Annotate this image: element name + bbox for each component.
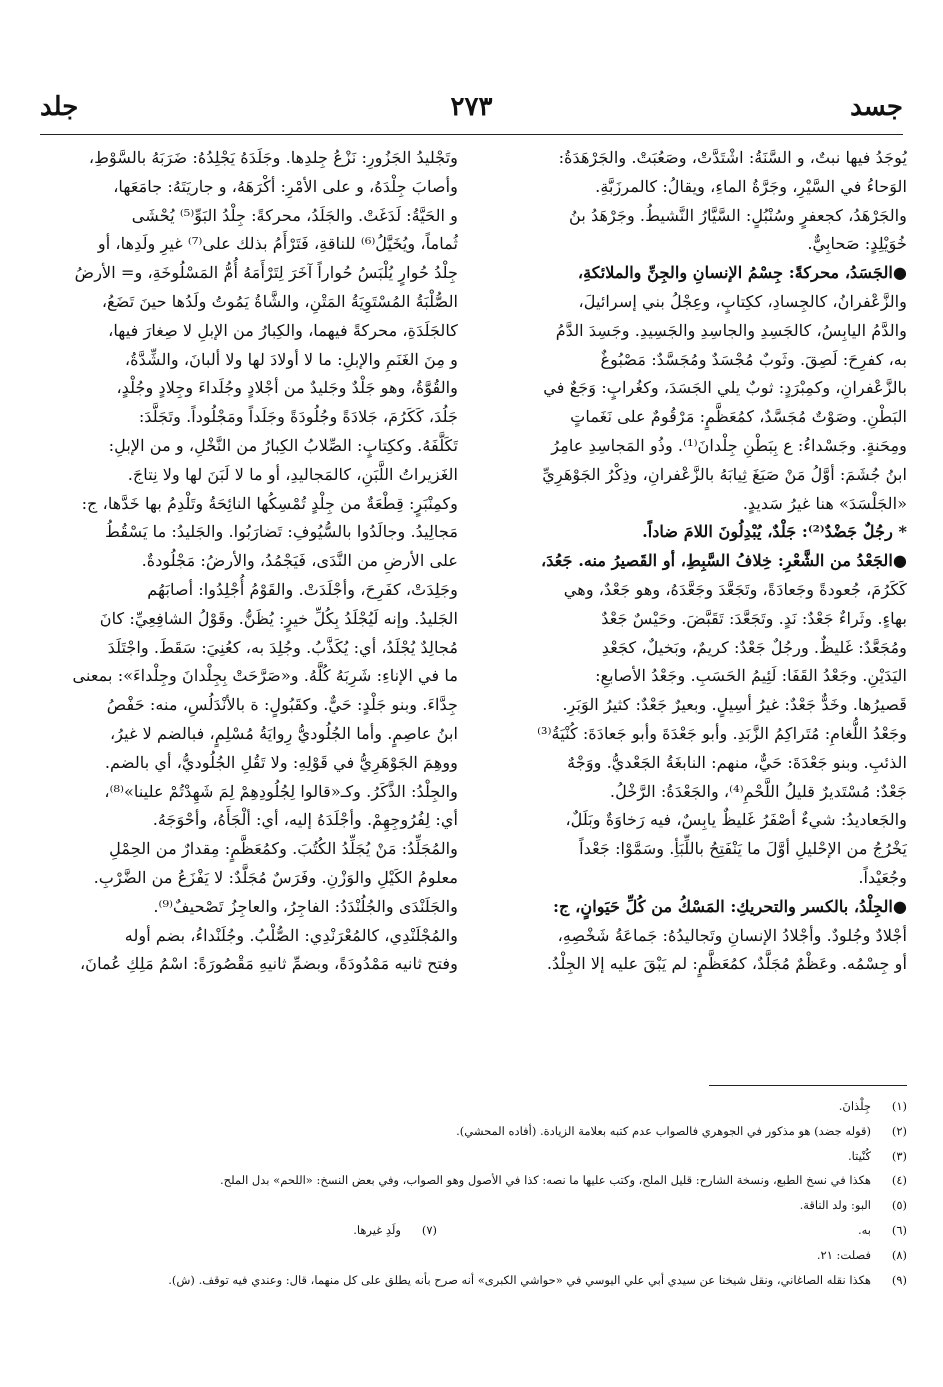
footnote <box>37 1218 907 1243</box>
footnote <box>37 1268 907 1293</box>
text-line: مُجالِدٌ يُجْلَدُ، أي: يُكَذَّبُ. وجُلِدَ به، كعُنِيَ: سَقَطَ. واجْتَلَدَ <box>107 637 458 657</box>
text-line: وجُعَيْداً. <box>858 867 907 887</box>
text-line: على الأرضِ من النَّدَى، فَيَجْمُدُ، والأرضُ: مَجْلُودةٌ. <box>141 551 458 571</box>
header-rule <box>40 134 903 135</box>
text-line: وجَلِدَتْ، كفَرِحَ، وأجْلَدَتْ. والقَوْمُ أُجْلِدُوا: أصابَهُم <box>147 579 458 599</box>
text-line: ثُماماً، ويُخَيَّلُ⁽⁶⁾ للناقةِ، فَتَرْأَمُ بذلك على⁽⁷⁾ غيرِ ولَدِها، أو <box>97 234 458 254</box>
text-line: وجَعْدُ اللُّغامِ: مُتَراكِمُ الزَّبَدِ. وأبو جَعْدَةَ وأبو جَعادَةَ: كُنْيَةُ⁽³⁾ <box>537 723 907 743</box>
text-line: ومِحَنةٍ. وجَسْداءُ: ع بِبَطْنِ جِلْدانَ⁽¹⁾. وذُو المَجاسِدِ عامِرُ <box>551 435 907 455</box>
text-line: ووهِمَ الجَوْهَرِيُّ في قَوْلِهِ: ولا تَقُلِ الجُلُوديُّ، أي بالضم. <box>104 752 458 772</box>
footnote-text: ولَدِ غيرها. <box>353 1222 401 1237</box>
text-line: الصُّلْبَةُ المُسْتَوِيَةُ المَتْنِ، والشَّاةُ يَمُوتُ ولَدُها حينَ تَضَعُ، <box>101 291 458 311</box>
text-line: وكمِنْبَرٍ: قِطْعَةٌ من جِلْدٍ تُمْسِكُها النائِحَةُ وتَلْدِمُ بها خَدَّها، ج: <box>81 493 458 513</box>
footnote-rule <box>709 1085 907 1086</box>
footnote-number: (٣) <box>891 1148 907 1163</box>
text-line: وأصابَ جِلْدَهُ، و على الأمْرِ: أكْرَهَهُ، و جاريَتَهُ: جامَعَها، <box>113 176 458 196</box>
text-line: قَصيرُها. وخَدٌّ جَعْدٌ: غيرُ أسِيلٍ. وبعيرٌ جَعْدٌ: كثيرُ الوَبَرِ. <box>562 695 907 715</box>
footnote <box>37 1193 907 1218</box>
footnote <box>37 1168 907 1193</box>
footnote-number: (١) <box>891 1099 907 1113</box>
text-line: الغَزيراتُ اللَّبَنِ، كالمَجاليدِ، أو ما لا لَبَنَ لها ولا نِتاجَ. <box>127 464 458 484</box>
footnote-text: جِلْذانَ. <box>838 1099 871 1113</box>
page-header <box>40 92 903 132</box>
text-line: ابنُ عاصِمٍ. وأما الجُلُوديُّ رِوايَةُ مُسْلِمٍ، فبالضم لا غيرُ، <box>110 723 458 743</box>
text-line: به، كفرِحَ: لَصِقَ. وثَوبٌ مُجْسَدٌ ومُجَسَّدٌ: مَصْبُوغٌ <box>600 349 907 369</box>
right-column <box>492 144 907 979</box>
text-line: ومُجَعَّدٌ: غَليظٌ. ورجُلٌ جَعْدٌ: كريمٌ، وبَخيلٌ، كجَعْدِ <box>601 637 907 657</box>
text-line: خُوَيْلِدٍ: صَحابِيٌّ. <box>807 234 907 254</box>
text-line: الجَليدُ. وإنه لَيُجْلَدُ بِكُلِّ خيرٍ: يُظَنُّ. وقَوْلُ الشافِعِيِّ: كانَ <box>99 608 458 628</box>
text-line: بالزَّعْفرانِ، وكمِبْرَدٍ: ثوبٌ يلي الجَسَدَ، وكغُرابٍ: وَجَعٌ في <box>543 378 907 398</box>
text-line: كَكَرُمَ، جُعودةً وجَعادَةً، وتَجَعَّدَ وجَعَّدَهُ، وهو جَعْدٌ، وهي <box>563 579 907 599</box>
text-line: و مِنَ الغَنَمِ والإبلِ: ما لا أولادَ لها ولا ألبانَ، والشِّدَّةُ، <box>124 349 458 369</box>
text-line: جَلُدَ، كَكَرُمَ، جَلادَةً وجُلُودَةً وجَلَداً ومَجْلُوداً. وتَجَلَّدَ: <box>138 407 458 427</box>
footnote-number: (٢) <box>891 1123 907 1138</box>
text-line: والزَّعْفرانُ، كالجِسادِ، ككِتابٍ، وعِجْلُ بني إسرائيلَ، <box>578 291 907 311</box>
text-line: معلومُ الكَيْلِ والوَزْنِ. وفَرَسٌ مُجَلَّدٌ: لا يَفْزَعُ من الضَّرْبِ. <box>93 867 458 887</box>
footnote-seven <box>353 1218 437 1243</box>
text-line: ما في الإناءِ: شَرِبَهُ كُلَّهُ. و«صَرَّحَتْ بِجِلْدانَ وجِلْداءَ»: بمعنى <box>72 666 458 686</box>
footnote <box>37 1243 907 1268</box>
footnote-number: (٧) <box>421 1222 437 1237</box>
text-line: أجْلادٌ وجُلودٌ. وأجْلادُ الإنسانِ وتَجاليدُهُ: جَماعَةُ شَخْصِهِ، <box>557 925 907 945</box>
text-line: والمُجَلِّدُ: مَنْ يُجَلِّدُ الكُتُبَ. وكمُعَظَّمٍ: مِقدارٌ من الحِمْلِ <box>109 839 458 859</box>
footnote-text: (قوله جضد) هو مذكور في الجوهري فالصواب عدم كتبه بعلامة الزيادة. (أفاده المحشي). <box>456 1123 871 1138</box>
footnote-text: كُنْيتا. <box>847 1148 871 1163</box>
footnote-number: (٤) <box>891 1173 907 1188</box>
entry-start-jild: ●الجِلْدُ، بالكسر والتحريكِ: المَسْكُ من كُلِّ حَيَوانٍ، ج: <box>553 896 907 916</box>
header-right-word: جسد <box>850 92 903 122</box>
entry-start-jasad: ●الجَسَدُ، محركةً: جِسْمُ الإنسانِ والجِنِّ والملائكةِ، <box>577 263 907 283</box>
text-line: ابنُ جُشَمَ: أوَّلُ مَنْ صَبَغَ ثِيابَهُ بالزَّعْفرانِ، وذِكْرُ الجَوْهَرِيِّ <box>542 464 907 484</box>
text-line: مَجالِيدُ. وجالَدُوا بالسُّيُوفِ: تَضارَبُوا. والجَليدُ: ما يَسْقُطُ <box>105 522 458 542</box>
text-line: وتَجْليدُ الجَزُورِ: نَزْعُ جِلدِها. وجَلَدَهُ يَجْلِدُهُ: ضَرَبَهُ بالسَّوْطِ، <box>88 148 458 167</box>
text-line: والجَلَنْدَى والجُلُنْدَدُ: الفاجِرُ، والعاجِزُ تَصْحيفٌ⁽⁹⁾. <box>153 896 458 916</box>
footnote-text: فصلت: ٢١. <box>816 1247 871 1262</box>
footnote-text: البو: ولد الناقة. <box>799 1198 871 1213</box>
text-line: كالجَلَدَةِ، محركةً فيهما، والكِبارُ من الإبلِ لا صِغارَ فيها، <box>108 320 458 340</box>
text-line: «الجَلْسَدَ» هنا غيرُ سَديدٍ. <box>742 493 907 513</box>
page-number: ٢٧٣ <box>450 92 493 122</box>
footnote-number: (٥) <box>891 1198 907 1213</box>
footnote-number: (٩) <box>891 1272 907 1287</box>
text-line: وفتح ثانيه مَمْدُودَةً، وبضمِّ ثانيهِ مَقْصُورَةً: اسْمُ مَلِكِ عُمانَ، <box>79 954 458 974</box>
text-line: بهاءٍ. وثَراءٌ جَعْدٌ: نَدٍ. وتَجَعَّدَ: تَقَبَّضَ. وحَيْسٌ جَعْدٌ <box>601 608 907 628</box>
footnote <box>37 1094 907 1119</box>
text-line: و الحَيَّةُ: لَدَغَتْ. والجَلَدُ، محركةً: جِلْدُ البَوِّ⁽⁵⁾ يُحْشَى <box>131 205 458 225</box>
footnote-text: هكذا نقله الصاغاني، ونقل شيخنا عن سيدي أبي علي اليوسي في «حواشي الكبرى» أنه صرح بأنه يطلق على كل منهما، قال: وعندي فيه توقف. (ش). <box>168 1272 871 1287</box>
text-line: جِلْدُ حُوارٍ يُلْبَسُ حُواراً آخَرَ لِتَرْأَمَهُ أُمُّ المَسْلُوخَةِ، و= الأرضُ <box>74 263 458 283</box>
footnote-number: (٨) <box>891 1247 907 1262</box>
text-line: والمُجْلَنْدِي، كالمُعْرَنْدِي: الصُّلْبُ. وجُلَنْداءُ، بضم أوله <box>124 925 458 945</box>
footnote-text: هكذا في نسخ الطبع، ونسخة الشارح: قليل الملح، وكتب عليها ما نصه: كذا في الأصول وهو الصواب، وفي بعض النسخ: «اللحم» بدل الملح. <box>220 1173 871 1188</box>
left-column <box>54 144 458 979</box>
text-line: الذئبِ. وبنو جَعْدَةَ: حَيٌّ، منهم: النابغَةُ الجَعْديُّ. ووَجْهٌ <box>567 752 907 772</box>
footnote-number: (٦) <box>891 1222 907 1237</box>
text-line: أو جِسْمُه. وعَظْمٌ مُجَلَّدٌ، كمُعَظَّمٍ: لم يَبْقَ عليه إلا الجِلْدُ. <box>546 954 907 974</box>
text-line: والجَرْهَدُ، كجعفرٍ وسُنْبُلٍ: السَّيَّارُ النَّشيطُ. وجَرْهَدُ بنُ <box>569 205 907 225</box>
footnote-text: به. <box>857 1222 871 1237</box>
text-line: يُوجَدُ فيها نبتٌ، و السَّنَةُ: اشْتَدَّتْ، وصَعُبَتْ. والجَرْهَدَةُ: <box>558 148 907 167</box>
text-line: تَكَلَّفَهُ. وككِتابٍ: الصِّلابُ الكِبارُ من النَّخْلِ، و من الإبلِ: <box>108 435 458 455</box>
text-line: أي: لِفُرُوجِهِمْ. وأجْلَدَهُ إليه، أي: ألْجَأَهُ، وأحْوَجَهُ. <box>152 810 458 830</box>
footnote <box>37 1119 907 1144</box>
entry-start-jad: ●الجَعْدُ من الشَّعْرِ: خِلافُ السَّبِطِ، أو القَصيرُ منه. جَعُدَ، <box>541 551 907 571</box>
text-line: والدَّمُ اليابِسُ، كالجَسِدِ والجاسِدِ والجَسِيدِ. وجَسِدَ الدَّمُ <box>555 320 907 340</box>
text-line: اليَدَيْنِ. وجَعْدُ القَفَا: لَئِيمُ الحَسَبِ. وجَعْدُ الأصابعِ: <box>595 666 907 686</box>
text-line: الوَحاءُ في السَّيْرِ، وجَرَّةُ الماءِ، ويقالُ: كالمرزَبَّةِ. <box>595 176 907 196</box>
header-left-word: جلد <box>40 92 79 122</box>
text-line: جِدَّاءَ. وبنو جَلْدٍ: حَيٌّ. وكقَبُولٍ: ة بالأنْدَلُسِ، منه: حَفْصُ <box>106 695 458 715</box>
text-line: البَطْنِ. وصَوْتٌ مُجَسَّدٌ، كمُعَظَّمٍ: مَرْقُومٌ على نَغَماتٍ <box>570 407 907 427</box>
text-line: والجَعاديدُ: شيءٌ أصْفَرُ غَليظٌ يابِسٌ، فيه رَخاوَةٌ وبَلَلٌ، <box>565 810 907 830</box>
text-line: جَعْدٌ: مُسْتَديرٌ قليلُ اللَّحْمِ⁽⁴⁾، والجَعْدَةُ: الرَّخْلُ. <box>609 781 907 801</box>
footnotes <box>37 1094 907 1292</box>
text-line: يَخْرُجُ من الإحْليلِ أوَّلَ ما يَنْفَتِحُ باللِّبَأِ. وسَمَّوْا: جَعْداً <box>579 839 907 859</box>
text-line: والقُوَّةُ، وهو جَلْدٌ وجَليدٌ من أجْلادٍ وجُلَداءَ وجِلادٍ وجُلْدٍ، <box>116 378 458 398</box>
entry-start-jadd: * رجُلٌ جَضْدٌ⁽²⁾: جَلْدٌ، يُبْدِلُونَ اللامَ ضاداً. <box>642 522 907 542</box>
footnote <box>37 1144 907 1169</box>
text-line: والجِلْدُ: الذَّكَرُ. وكـ«قالوا لِجُلُودِهِمْ لِمَ شَهِدْتُمْ علينا»⁽⁸⁾، <box>104 781 458 801</box>
